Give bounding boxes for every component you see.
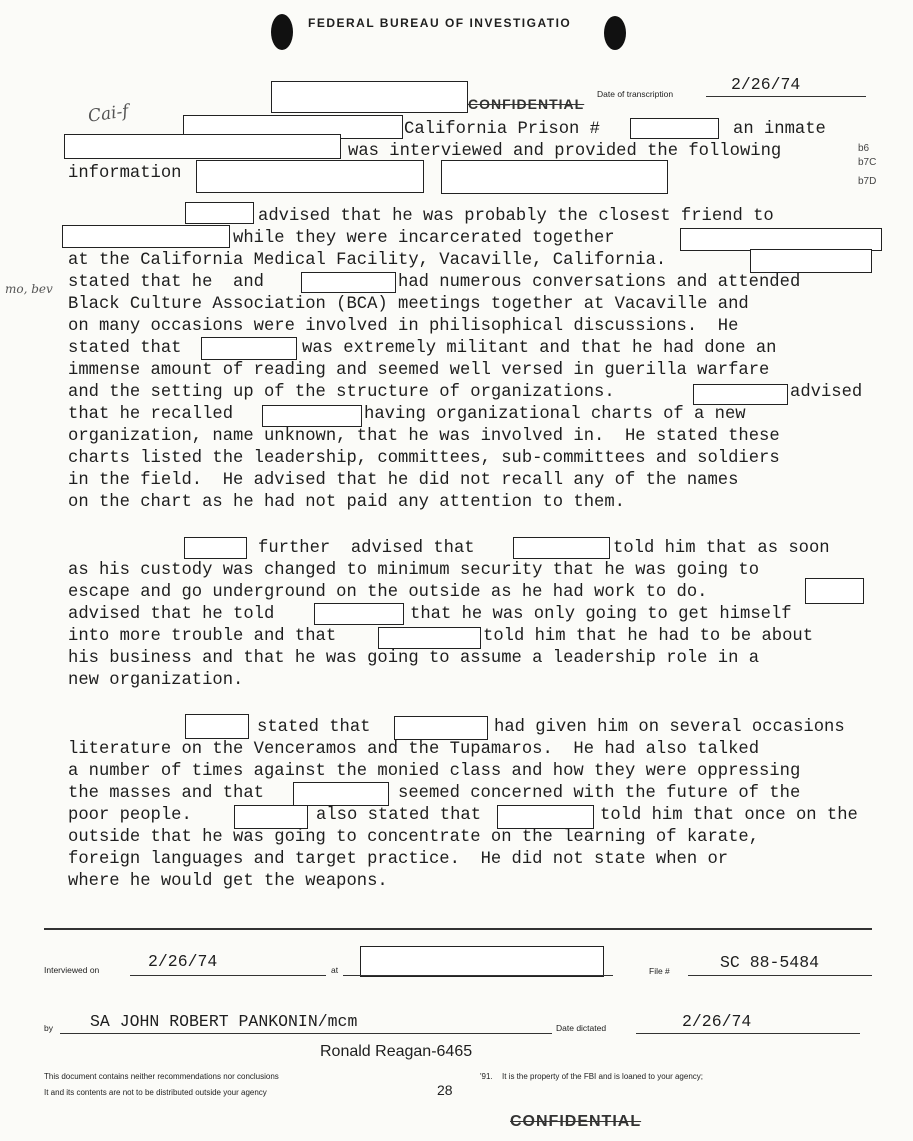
body-line: stated that he and [68, 273, 264, 292]
agent-name: SA JOHN ROBERT PANKONIN/mcm [90, 1012, 358, 1031]
interviewed-label: Interviewed on [44, 965, 100, 975]
body-line: his business and that he was going to assume a leadership role in a [68, 649, 760, 668]
confidential-stamp-top: CONFIDENTIAL [468, 96, 585, 112]
footer-separator [44, 928, 872, 930]
redaction-box [497, 805, 594, 829]
redaction-box [201, 337, 297, 360]
body-line: on the chart as he had not paid any attention to them. [68, 493, 625, 512]
body-line: had given him on several occasions [494, 718, 845, 737]
body-line: an inmate [733, 120, 826, 139]
dictated-label: Date dictated [556, 1023, 607, 1033]
redaction-box [394, 716, 488, 740]
body-line: having organizational charts of a new [364, 405, 746, 424]
body-line: was interviewed and provided the following [348, 142, 782, 161]
body-line: poor people. [68, 806, 192, 825]
body-line: outside that he was going to concentrate on the learning of karate, [68, 828, 760, 847]
margin-note-mid: mo, bev [5, 282, 53, 296]
body-line: further advised that [258, 539, 475, 558]
redaction-box [185, 202, 254, 224]
body-line: stated that [68, 339, 182, 358]
agency-header: FEDERAL BUREAU OF INVESTIGATIO [308, 16, 572, 30]
body-line: that he recalled [68, 405, 234, 424]
body-line: at the California Medical Facility, Vacaville, California. [68, 251, 667, 270]
file-label: File # [649, 966, 670, 976]
body-line: on many occasions were involved in philisophical discussions. He [68, 317, 739, 336]
exemption-b7c: b7C [858, 157, 877, 168]
ink-blot-right [604, 16, 626, 50]
file-rule [688, 975, 872, 976]
margin-note-top: Cai-f [86, 101, 130, 127]
by-label: by [44, 1023, 53, 1033]
transcription-date-rule [706, 96, 866, 97]
body-line: organization, name unknown, that he was involved in. He stated these [68, 427, 780, 446]
body-line: while they were incarcerated together [233, 229, 615, 248]
redaction-box [805, 578, 864, 604]
transcription-label: Date of transcription [597, 89, 674, 99]
dictated-rule [636, 1033, 860, 1034]
body-line: advised that he told [68, 605, 275, 624]
body-line: literature on the Venceramos and the Tupamaros. He had also talked [68, 740, 760, 759]
body-line: where he would get the weapons. [68, 872, 388, 891]
redaction-box [196, 160, 424, 193]
redaction-box [513, 537, 610, 559]
redaction-box [378, 627, 481, 649]
redaction-box [301, 272, 396, 293]
body-line: had numerous conversations and attended [398, 273, 801, 292]
body-line: in the field. He advised that he did not recall any of the names [68, 471, 739, 490]
redaction-box [262, 405, 362, 427]
body-line: advised that he was probably the closest friend to [258, 207, 774, 226]
exemption-b6: b6 [858, 143, 870, 154]
body-line: and the setting up of the structure of organizations. [68, 383, 615, 402]
body-line: seemed concerned with the future of the [398, 784, 801, 803]
redaction-box [293, 782, 389, 806]
redaction-box [185, 714, 249, 739]
redaction-box [680, 228, 882, 251]
redaction-box [314, 603, 404, 625]
interviewed-rule [130, 975, 326, 976]
body-line: told him that he had to be about [483, 627, 814, 646]
body-line: charts listed the leadership, committees, sub-committees and soldiers [68, 449, 780, 468]
body-line: told him that as soon [613, 539, 830, 558]
release-id: Ronald Reagan-6465 [320, 1043, 473, 1060]
transcription-date: 2/26/74 [731, 75, 801, 94]
body-line: a number of times against the monied class and how they were oppressing [68, 762, 801, 781]
redaction-box [234, 805, 308, 829]
redaction-box [750, 249, 872, 273]
body-line: immense amount of reading and seemed well versed in guerilla warfare [68, 361, 770, 380]
file-number: SC 88-5484 [720, 953, 820, 972]
ink-blot-left [271, 14, 293, 50]
page-number: 28 [437, 1082, 453, 1098]
body-line: was extremely militant and that he had done an [302, 339, 777, 358]
location-redaction [360, 946, 604, 977]
body-line: also stated that [316, 806, 482, 825]
redaction-box [64, 134, 341, 159]
redaction-box [62, 225, 230, 248]
body-line: into more trouble and that [68, 627, 337, 646]
body-line: California Prison # [404, 120, 600, 139]
at-label: at [331, 965, 339, 975]
agent-rule [60, 1033, 552, 1034]
dictated-date: 2/26/74 [682, 1012, 752, 1031]
disclaimer-line-2: It and its contents are not to be distributed outside your agency [44, 1088, 267, 1097]
body-line: the masses and that [68, 784, 264, 803]
disclaimer-line-1: This document contains neither recommendations nor conclusions [44, 1072, 279, 1081]
at-rule [343, 975, 613, 976]
confidential-stamp-bottom: CONFIDENTIAL [510, 1113, 642, 1130]
body-line: escape and go underground on the outside as he had work to do. [68, 583, 708, 602]
body-line: foreign languages and target practice. He did not state when or [68, 850, 729, 869]
redaction-box [693, 384, 788, 405]
interviewed-date: 2/26/74 [148, 952, 218, 971]
body-line: advised [790, 383, 863, 402]
body-line: information [68, 164, 182, 183]
redaction-box [441, 160, 668, 194]
body-line: that he was only going to get himself [410, 605, 792, 624]
disclaimer-line-3: It is the property of the FBI and is loaned to your agency; [502, 1072, 704, 1081]
body-line: new organization. [68, 671, 244, 690]
disclaimer-prefix: '91. [480, 1072, 493, 1081]
redaction-box [271, 81, 468, 113]
body-line: stated that [257, 718, 371, 737]
body-line: as his custody was changed to minimum security that he was going to [68, 561, 760, 580]
body-line: Black Culture Association (BCA) meetings together at Vacaville and [68, 295, 749, 314]
redaction-box [630, 118, 719, 139]
exemption-b7d: b7D [858, 176, 877, 187]
redaction-box [184, 537, 247, 559]
body-line: told him that once on the [600, 806, 858, 825]
